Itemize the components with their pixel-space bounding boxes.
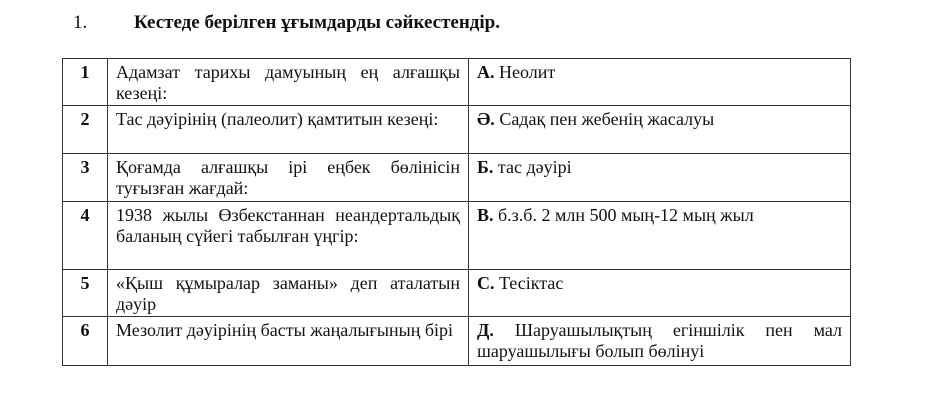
question-cell: 1938 жылы Өзбекстаннан неандертальдық баланың сүйегі табылған үңгір: (108, 202, 469, 270)
answer-letter: Ә. (477, 109, 495, 129)
row-number: 4 (63, 202, 108, 270)
question-title: Кестеде берілген ұғымдарды сәйкестендір. (134, 12, 500, 33)
question-cell: Қоғамда алғашқы ірі еңбек бөлінісін туғызған жағдай: (108, 154, 469, 202)
row-number: 2 (63, 106, 108, 154)
answer-text: Шаруашылықтың егіншілік пен мал шаруашылығы болып бөлінуі (477, 320, 843, 361)
row-number: 3 (63, 154, 108, 202)
table-row (63, 59, 851, 106)
row-number: 6 (63, 317, 108, 366)
question-number: 1. (73, 12, 88, 33)
matching-table (62, 58, 851, 366)
answer-cell (469, 202, 851, 270)
answer-cell (469, 154, 851, 202)
table-row (63, 154, 851, 202)
answer-letter: Б. (477, 157, 494, 177)
answer-text: Неолит (499, 62, 556, 82)
row-number: 5 (63, 270, 108, 317)
answer-letter: С. (477, 273, 495, 293)
question-cell: «Қыш құмыралар заманы» деп аталатын дәуір (108, 270, 469, 317)
table-row (63, 202, 851, 270)
table-row (63, 317, 851, 366)
table-row (63, 106, 851, 154)
answer-text: Тесіктас (499, 273, 564, 293)
question-cell: Адамзат тарихы дамуының ең алғашқы кезеңі: (108, 59, 469, 106)
answer-text: тас дәуірі (497, 157, 572, 177)
answer-text: б.з.б. 2 млн 500 мың-12 мың жыл (498, 205, 754, 225)
table-row (63, 270, 851, 317)
question-cell: Тас дәуірінің (палеолит) қамтитын кезеңі: (108, 106, 469, 154)
answer-text: Садақ пен жебенің жасалуы (499, 109, 715, 129)
answer-cell (469, 106, 851, 154)
answer-cell (469, 59, 851, 106)
row-number: 1 (63, 59, 108, 106)
answer-cell (469, 270, 851, 317)
answer-letter: В. (477, 205, 494, 225)
answer-cell (469, 317, 851, 366)
answer-letter: Д. (477, 320, 494, 340)
question-cell: Мезолит дәуірінің басты жаңалығының бірі (108, 317, 469, 366)
answer-letter: А. (477, 62, 495, 82)
